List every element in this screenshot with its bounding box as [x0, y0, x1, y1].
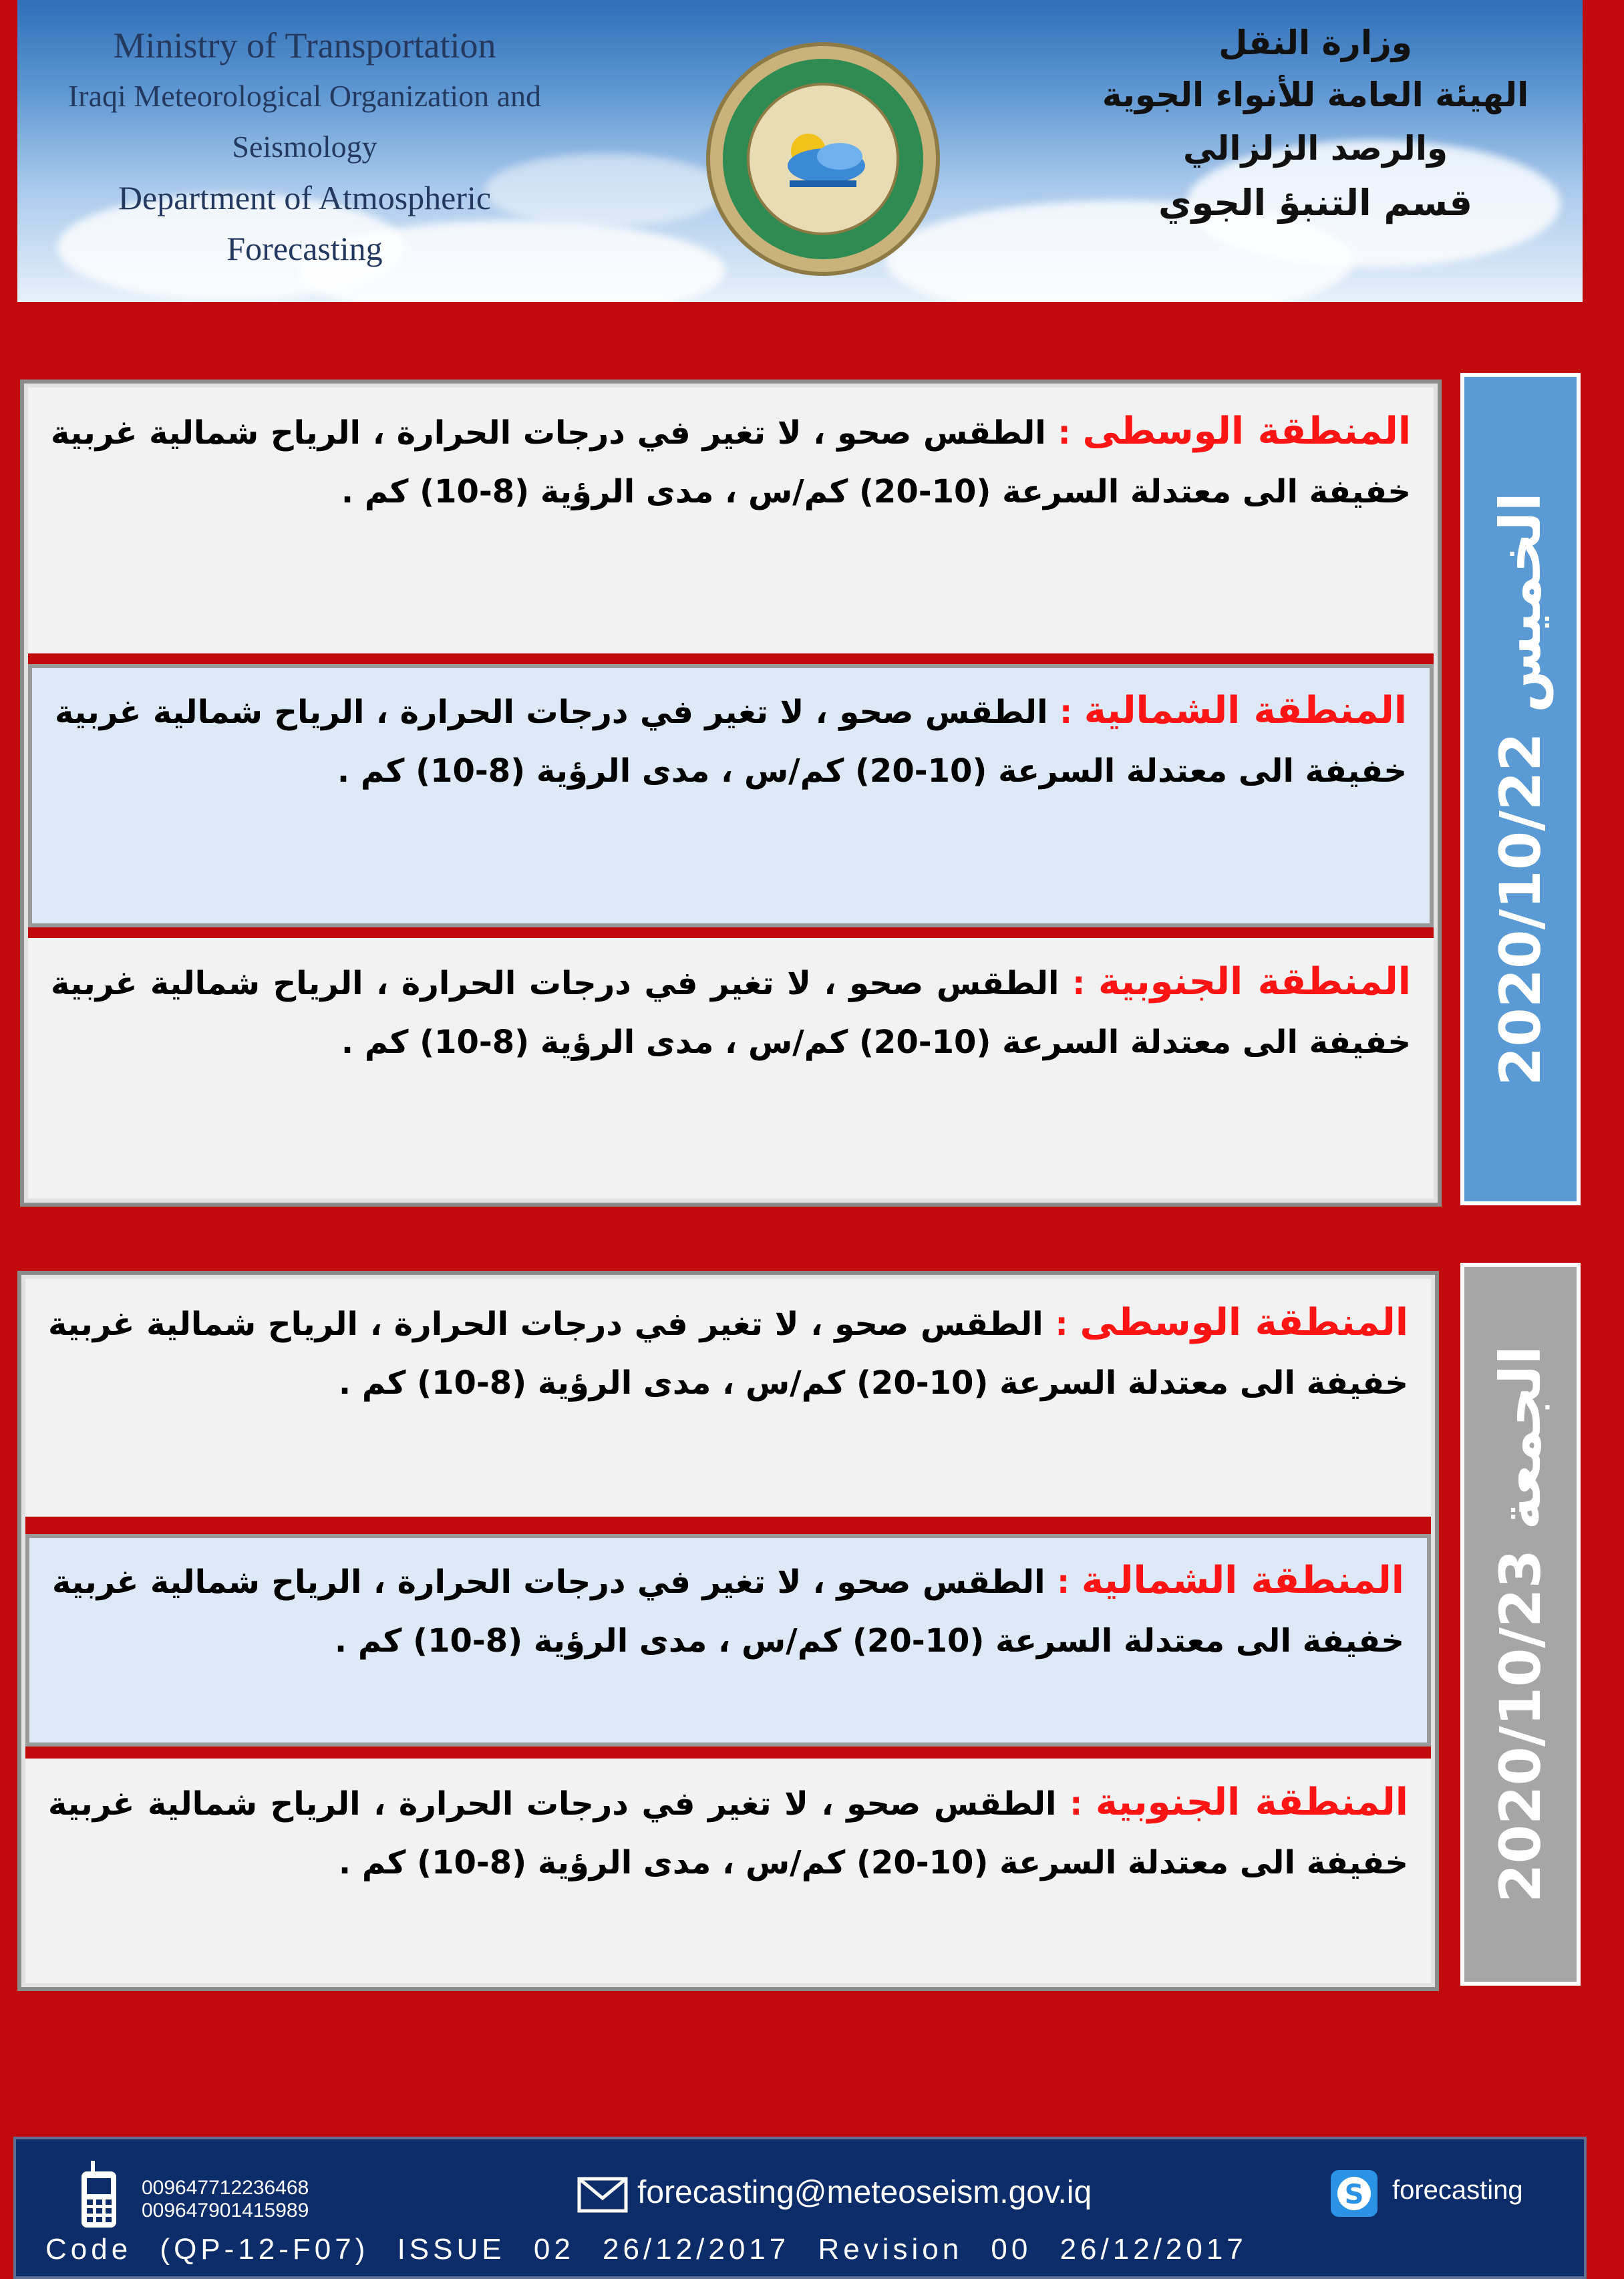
- region-forecast-text: الطقس صحو ، لا تغير في درجات الحرارة ، الرياح شمالية غربية خفيفة الى معتدلة السرعة (10-20) كم/س ، مدى الرؤية (8-10) كم .: [51, 414, 1411, 510]
- region-forecast-text: الطقس صحو ، لا تغير في درجات الحرارة ، الرياح شمالية غربية خفيفة الى معتدلة السرعة (10-20) كم/س ، مدى الرؤية (8-10) كم .: [48, 1306, 1408, 1402]
- header-banner: [17, 0, 1583, 302]
- organization-en: Iraqi Meteorological Organization and Seismology: [67, 79, 542, 164]
- header-arabic: [1075, 17, 1556, 231]
- region-forecast-text: الطقس صحو ، لا تغير في درجات الحرارة ، الرياح شمالية غربية خفيفة الى معتدلة السرعة (10-20) كم/س ، مدى الرؤية (8-10) كم .: [55, 694, 1407, 790]
- region-name: المنطقة الشمالية: [1081, 1559, 1405, 1602]
- region-name: المنطقة الوسطى: [1082, 410, 1412, 453]
- department-en: Department of Atmospheric Forecasting: [118, 179, 492, 267]
- skype-icon: [1329, 2169, 1379, 2218]
- region-name: المنطقة الجنوبية: [1098, 960, 1412, 1004]
- header-english: [44, 20, 565, 274]
- phone-number-2: 009647901415989: [142, 2199, 309, 2222]
- day2-region-north: [25, 1534, 1431, 1746]
- region-forecast-text: الطقس صحو ، لا تغير في درجات الحرارة ، الرياح شمالية غربية خفيفة الى معتدلة السرعة (10-20) كم/س ، مدى الرؤية (8-10) كم .: [52, 1563, 1404, 1660]
- organization-seal-icon: [703, 39, 943, 279]
- svg-text:S: S: [1344, 2179, 1364, 2210]
- department-ar: قسم التنبؤ الجوي: [1158, 182, 1473, 224]
- region-colon: :: [1072, 965, 1086, 1002]
- contact-email[interactable]: forecasting@meteoseism.gov.iq: [637, 2175, 1092, 2210]
- region-colon: :: [1060, 694, 1073, 731]
- region-forecast-text: الطقس صحو ، لا تغير في درجات الحرارة ، الرياح شمالية غربية خفيفة الى معتدلة السرعة (10-20) كم/س ، مدى الرؤية (8-10) كم .: [51, 965, 1411, 1061]
- day2-region-central: [25, 1279, 1431, 1517]
- region-colon: :: [1057, 1563, 1070, 1601]
- day2-date: 2020/10/23: [1488, 1549, 1553, 1903]
- day2-day-name: الجمعة: [1488, 1346, 1553, 1530]
- phone-number-1: 009647712236468: [142, 2177, 309, 2199]
- region-colon: :: [1055, 1306, 1068, 1343]
- region-name: المنطقة الشمالية: [1084, 689, 1408, 732]
- day1-region-north: [28, 664, 1434, 927]
- ministry-ar: وزارة النقل: [1219, 23, 1412, 62]
- day1-region-central: [28, 388, 1434, 653]
- skype-handle[interactable]: forecasting: [1392, 2175, 1523, 2205]
- envelope-icon: [577, 2177, 628, 2213]
- phone-numbers: [142, 2177, 309, 2222]
- mobile-phone-icon: [77, 2159, 120, 2229]
- day1-region-south: [28, 938, 1434, 1199]
- day2-date-label: [1488, 1346, 1553, 1903]
- region-name: المنطقة الوسطى: [1080, 1301, 1409, 1344]
- region-name: المنطقة الجنوبية: [1095, 1781, 1409, 1824]
- day1-date: 2020/10/22: [1488, 732, 1553, 1086]
- footer: [13, 2137, 1587, 2279]
- day1-date-bar: [1460, 373, 1581, 1205]
- region-colon: :: [1058, 414, 1071, 452]
- organization-ar: الهيئة العامة للأنواء الجوية والرصد الزلزالي: [1102, 75, 1529, 168]
- region-colon: :: [1070, 1785, 1083, 1823]
- day1-date-label: [1488, 492, 1553, 1086]
- ministry-en: Ministry of Transportation: [113, 25, 496, 65]
- region-forecast-text: الطقس صحو ، لا تغير في درجات الحرارة ، الرياح شمالية غربية خفيفة الى معتدلة السرعة (10-20) كم/س ، مدى الرؤية (8-10) كم .: [48, 1785, 1408, 1881]
- day2-date-bar: [1460, 1263, 1581, 1986]
- day2-region-south: [25, 1759, 1431, 1983]
- document-code-line: Code (QP-12-F07) ISSUE 02 26/12/2017 Revision 00 26/12/2017: [45, 2233, 1247, 2266]
- day1-day-name: الخميس: [1488, 492, 1553, 714]
